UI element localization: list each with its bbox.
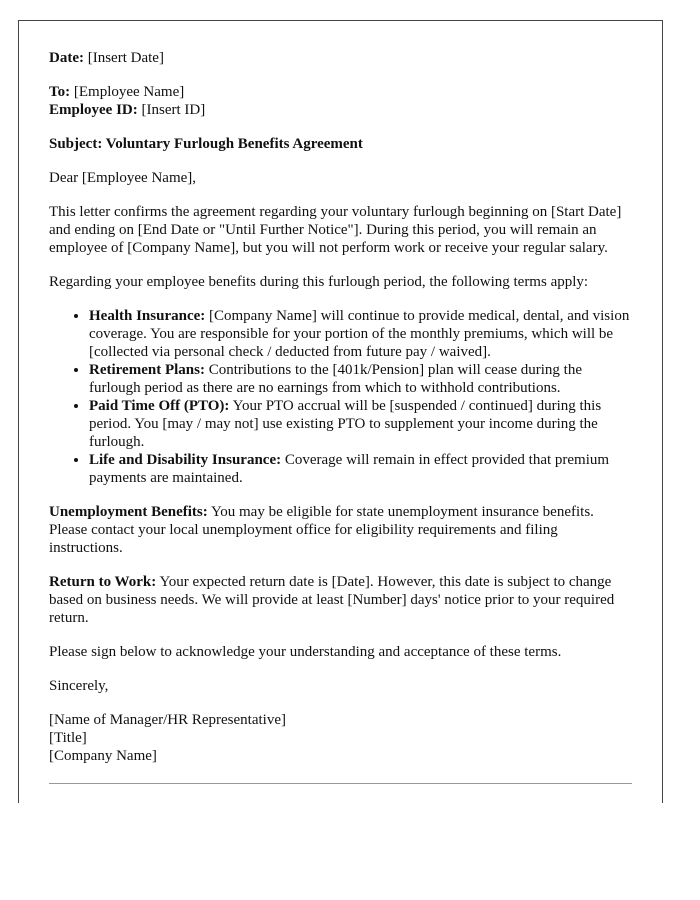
subject-line: Subject: Voluntary Furlough Benefits Agreement	[49, 136, 363, 152]
recipient-block: To: [Employee Name] Employee ID: [Insert ID]	[49, 84, 206, 118]
divider	[49, 783, 632, 784]
list-item: • Paid Time Off (PTO): Your PTO accrual will be [suspended / continued] during this period. You [may / may not] use existing PTO to supplement your income during the furlough.	[89, 397, 632, 451]
salutation: Dear [Employee Name],	[49, 170, 197, 186]
acknowledge-paragraph: Please sign below to acknowledge your understanding and acceptance of these terms.	[49, 644, 562, 660]
list-item: • Health Insurance: [Company Name] will continue to provide medical, dental, and vision coverage. You are responsible for your portion of the monthly premiums, which will be [collected via personal check / deducted from future pay / waived].	[89, 307, 632, 361]
benefits-list	[49, 307, 632, 487]
closing: Sincerely,	[49, 678, 109, 694]
unemployment-paragraph: Unemployment Benefits: You may be eligible for state unemployment insurance benefits. Please contact your local unemployment office for eligibility requirements and filing instructions.	[49, 504, 594, 556]
benefits-intro: Regarding your employee benefits during this furlough period, the following terms apply:	[49, 274, 589, 290]
intro-paragraph: This letter confirms the agreement regarding your voluntary furlough beginning on [Start Date] and ending on [End Date or "Until Further Notice"]. During this period, you will remain an employee of [Company Name], but you will not perform work or receive your regular salary.	[49, 204, 622, 256]
return-paragraph: Return to Work: Your expected return date is [Date]. However, this date is subject to change based on business needs. We will provide at least [Number] days' notice prior to your required return.	[49, 574, 615, 626]
list-item: • Retirement Plans: Contributions to the [401k/Pension] plan will cease during the furlough period as there are no earnings from which to withhold contributions.	[89, 361, 632, 397]
signature-block: [Name of Manager/HR Representative] [Title] [Company Name]	[49, 712, 286, 764]
list-item: • Life and Disability Insurance: Coverage will remain in effect provided that premium payments are maintained.	[89, 451, 632, 487]
date-line: Date: [Insert Date]	[49, 50, 164, 66]
letter-page	[18, 20, 663, 803]
